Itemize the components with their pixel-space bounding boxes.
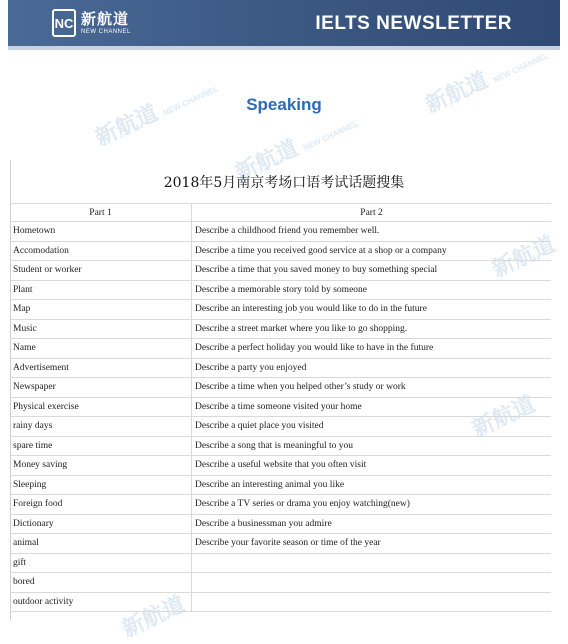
logo-chinese-name: 新航道 xyxy=(81,9,130,28)
part2-topic: Describe a time that you saved money to buy something special xyxy=(192,261,552,281)
part1-topic: bored xyxy=(10,573,192,593)
part2-topic: Describe an interesting animal you like xyxy=(192,475,552,495)
table-row xyxy=(10,378,551,398)
part1-topic: Advertisement xyxy=(10,358,192,378)
header-underline xyxy=(8,46,560,50)
part1-topic: Newspaper xyxy=(10,378,192,398)
table-row xyxy=(10,222,551,242)
part2-topic: Describe your favorite season or time of the year xyxy=(192,534,552,554)
part1-topic: Student or worker xyxy=(10,261,192,281)
part2-topic: Describe a time someone visited your home xyxy=(192,397,552,417)
newsletter-header xyxy=(8,0,560,46)
table-row xyxy=(10,339,551,359)
column-header-part2: Part 2 xyxy=(192,204,552,222)
part2-topic: Describe a party you enjoyed xyxy=(192,358,552,378)
table-row xyxy=(10,319,551,339)
table-row xyxy=(10,436,551,456)
column-header-part1: Part 1 xyxy=(10,204,192,222)
part1-topic: outdoor activity xyxy=(10,592,192,612)
table-row xyxy=(10,495,551,515)
part1-topic: Physical exercise xyxy=(10,397,192,417)
part2-topic: Describe a TV series or drama you enjoy watching(new) xyxy=(192,495,552,515)
table-row xyxy=(10,261,551,281)
part2-topic: Describe a perfect holiday you would like to have in the future xyxy=(192,339,552,359)
newsletter-title: IELTS NEWSLETTER xyxy=(315,13,512,34)
table-title: 2018年5月南京考场口语考试话题搜集 xyxy=(163,175,405,191)
part2-topic: Describe a time when you helped other’s study or work xyxy=(192,378,552,398)
nc-logo-icon: NC xyxy=(52,9,76,37)
watermark-logo: 新航道 xyxy=(468,392,540,443)
part2-topic: Describe a useful website that you often visit xyxy=(192,456,552,476)
part1-topic: Name xyxy=(10,339,192,359)
section-title: Speaking xyxy=(246,95,322,114)
part1-topic: Sleeping xyxy=(10,475,192,495)
part1-topic: animal xyxy=(10,534,192,554)
table-row xyxy=(10,592,551,612)
table-row xyxy=(10,358,551,378)
part1-topic: spare time xyxy=(10,436,192,456)
table-row xyxy=(10,417,551,437)
table-row xyxy=(10,514,551,534)
part2-topic: Describe a childhood friend you remember well. xyxy=(192,222,552,242)
table-row xyxy=(10,456,551,476)
part2-topic: Describe a memorable story told by someone xyxy=(192,280,552,300)
logo-english-name: NEW CHANNEL xyxy=(81,28,131,35)
part1-topic: Money saving xyxy=(10,456,192,476)
part1-topic: Map xyxy=(10,300,192,320)
part2-topic: Describe a businessman you admire xyxy=(192,514,552,534)
part2-topic xyxy=(192,553,552,573)
part2-topic: Describe a song that is meaningful to you xyxy=(192,436,552,456)
table-row xyxy=(10,280,551,300)
watermark-logo: 新航道 NEW CHANNEL xyxy=(91,84,220,152)
table-row xyxy=(10,475,551,495)
part1-topic: Dictionary xyxy=(10,514,192,534)
table-row xyxy=(10,241,551,261)
watermark-logo: 新航道 xyxy=(488,232,560,283)
part2-topic xyxy=(192,573,552,593)
part2-topic: Describe a street market where you like to go shopping. xyxy=(192,319,552,339)
part2-topic xyxy=(192,592,552,612)
table-row xyxy=(10,553,551,573)
table-row xyxy=(10,573,551,593)
part2-topic: Describe an interesting job you would like to do in the future xyxy=(192,300,552,320)
new-channel-logo xyxy=(52,7,131,39)
speaking-topics-table xyxy=(10,203,551,612)
watermark-logo: 新航道 NEW CHANNEL xyxy=(231,119,360,187)
part1-topic: Accomodation xyxy=(10,241,192,261)
part1-topic: Plant xyxy=(10,280,192,300)
part1-topic: gift xyxy=(10,553,192,573)
table-row xyxy=(10,534,551,554)
table-header-row xyxy=(10,204,551,222)
table-row xyxy=(10,397,551,417)
part1-topic: Music xyxy=(10,319,192,339)
part1-topic: rainy days xyxy=(10,417,192,437)
part1-topic: Foreign food xyxy=(10,495,192,515)
watermark-logo: 新航道 xyxy=(118,592,190,643)
part2-topic: Describe a time you received good service at a shop or a company xyxy=(192,241,552,261)
part2-topic: Describe a quiet place you visited xyxy=(192,417,552,437)
part1-topic: Hometown xyxy=(10,222,192,242)
watermark-logo: 新航道 NEW CHANNEL xyxy=(421,51,550,119)
table-row xyxy=(10,300,551,320)
